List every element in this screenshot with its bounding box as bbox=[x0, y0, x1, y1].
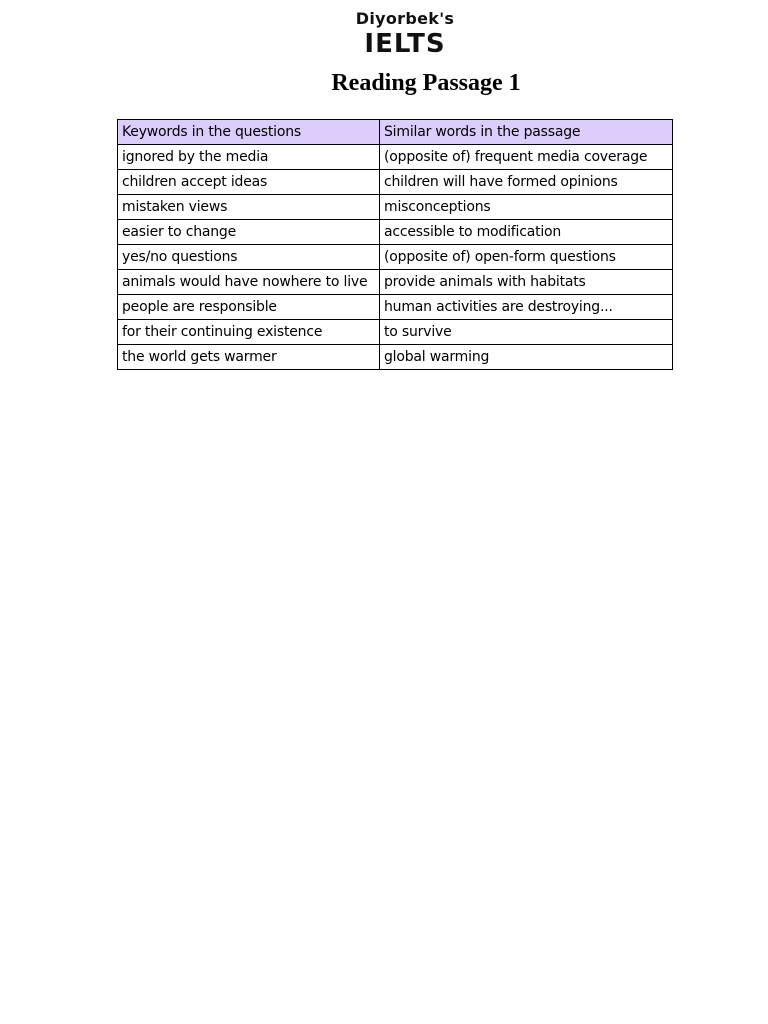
table-row bbox=[118, 270, 673, 295]
table-row bbox=[118, 170, 673, 195]
similar-words-cell: human activities are destroying... bbox=[380, 295, 673, 320]
similar-words-cell: children will have formed opinions bbox=[380, 170, 673, 195]
table-row bbox=[118, 220, 673, 245]
keyword-cell: mistaken views bbox=[118, 195, 380, 220]
keyword-cell: ignored by the media bbox=[118, 145, 380, 170]
table-row bbox=[118, 320, 673, 345]
table-row bbox=[118, 195, 673, 220]
table-row bbox=[118, 345, 673, 370]
keyword-cell: children accept ideas bbox=[118, 170, 380, 195]
table-header-row bbox=[118, 120, 673, 145]
keyword-cell: easier to change bbox=[118, 220, 380, 245]
similar-words-cell: global warming bbox=[380, 345, 673, 370]
brand-logo-top: Diyorbek's bbox=[355, 9, 455, 28]
table-row bbox=[118, 245, 673, 270]
column-header-keywords: Keywords in the questions bbox=[118, 120, 380, 145]
keywords-table bbox=[117, 119, 673, 370]
keyword-cell: for their continuing existence bbox=[118, 320, 380, 345]
similar-words-cell: to survive bbox=[380, 320, 673, 345]
keyword-cell: the world gets warmer bbox=[118, 345, 380, 370]
similar-words-cell: (opposite of) frequent media coverage bbox=[380, 145, 673, 170]
brand-logo bbox=[0, 8, 768, 58]
similar-words-cell: (opposite of) open-form questions bbox=[380, 245, 673, 270]
similar-words-cell: provide animals with habitats bbox=[380, 270, 673, 295]
column-header-similar-words: Similar words in the passage bbox=[380, 120, 673, 145]
page-title: Reading Passage 1 bbox=[331, 70, 521, 96]
similar-words-cell: accessible to modification bbox=[380, 220, 673, 245]
similar-words-cell: misconceptions bbox=[380, 195, 673, 220]
brand-logo-main: IELTS bbox=[364, 29, 446, 59]
table-row bbox=[118, 145, 673, 170]
keyword-cell: yes/no questions bbox=[118, 245, 380, 270]
keyword-cell: animals would have nowhere to live bbox=[118, 270, 380, 295]
table-row bbox=[118, 295, 673, 320]
keyword-cell: people are responsible bbox=[118, 295, 380, 320]
